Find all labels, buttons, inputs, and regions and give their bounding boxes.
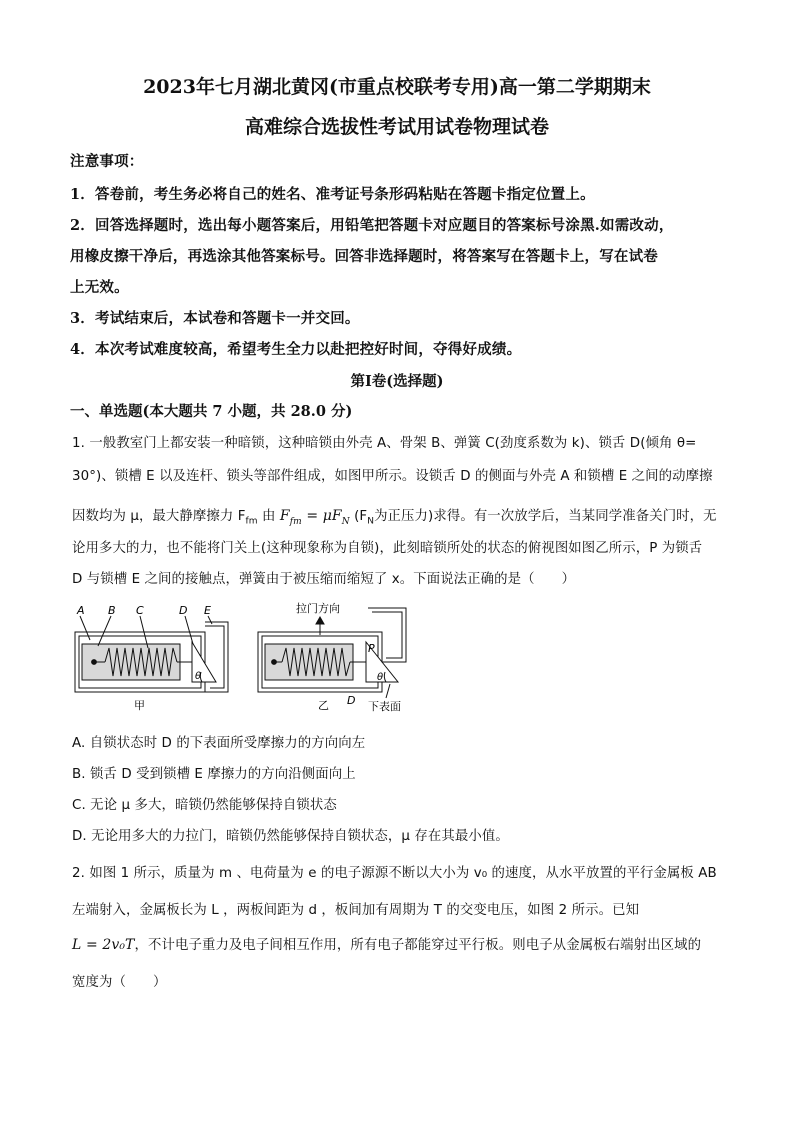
q2-line3 xyxy=(72,934,701,953)
caption-yi: 乙 xyxy=(318,699,329,712)
leader-lower-surface xyxy=(386,684,390,698)
section-title: 一、单选题(本大题共 7 小题，共 28.0 分) xyxy=(70,403,353,420)
figure-jia xyxy=(75,616,228,692)
q1-line2: 30°)、锁槽 E 以及连杆、锁头等部件组成，如图甲所示。设锁舌 D 的侧面与外壳 A 和锁槽 E 之间的动摩擦 xyxy=(72,469,713,484)
notice-item-4: 4．本次考试难度较高，希望考生全力以赴把控好时间，夺得好成绩。 xyxy=(70,341,522,358)
page-title-line2: 高难综合选拔性考试用试卷物理试卷 xyxy=(244,116,549,138)
formula-sub-fm: fm xyxy=(289,516,302,527)
q1-line1: 1. 一般教室门上都安装一种暗锁，这种暗锁由外壳 A、骨架 B、弹簧 C(劲度系数为 k)、锁舌 D(倾角 θ= xyxy=(72,436,697,451)
pull-arrow-head xyxy=(316,617,324,624)
figure-yi xyxy=(258,608,406,698)
q1-option-b: B. 锁舌 D 受到锁槽 E 摩擦力的方向沿侧面向上 xyxy=(72,767,356,782)
notice-item-2c: 上无效。 xyxy=(70,279,129,296)
q2-line4: 宽度为（ ） xyxy=(72,975,167,990)
label-e: E xyxy=(204,604,211,617)
q1-option-a: A. 自锁状态时 D 的下表面所受摩擦力的方向向左 xyxy=(72,736,366,751)
friction-formula xyxy=(279,508,350,527)
leader-d xyxy=(185,616,193,644)
part-title: 第Ⅰ卷(选择题) xyxy=(350,373,444,390)
notice-item-1: 1．答卷前，考生务必将自己的姓名、准考证号条形码粘贴在答题卡指定位置上。 xyxy=(70,186,595,203)
door-direction-label: 拉门方向 xyxy=(296,602,340,615)
notice-item-2a: 2．回答选择题时，选出每小题答案后，用铅笔把答题卡对应题目的答案标号涂黑.如需改动， xyxy=(70,217,674,234)
q2-formula: L = 2v₀T xyxy=(72,937,135,953)
label-d: D xyxy=(179,604,188,617)
q1-line3 xyxy=(72,505,717,527)
notice-item-2b: 用橡皮擦干净后，再选涂其他答案标号。回答非选择题时，将答案写在答题卡上，写在试卷 xyxy=(70,248,658,265)
label-a: A xyxy=(77,604,85,617)
theta-label-jia: θ xyxy=(195,671,202,682)
label-c: C xyxy=(136,604,144,617)
q1-line3-sub: fm xyxy=(245,516,258,527)
lower-surface-label: 下表面 xyxy=(368,700,401,713)
leader-e xyxy=(208,616,212,624)
q1-line4: 论用多大的力，也不能将门关上(这种现象称为自锁)，此刻暗锁所处的状态的俯视图如图乙所示，P 为锁舌 xyxy=(72,541,703,556)
formula-sub-n: N xyxy=(341,516,350,527)
leader-b xyxy=(98,616,111,646)
q2-line1: 2. 如图 1 所示，质量为 m 、电荷量为 e 的电子源源不断以大小为 v₀ 的速度，从水平放置的平行金属板 AB xyxy=(72,866,717,881)
lock-figure xyxy=(68,600,428,720)
q1-line3-d: 为正压力)求得。有一次放学后，当某同学准备关门时，无 xyxy=(374,509,717,524)
q1-option-d: D. 无论用多大的力拉门，暗锁仍然能够保持自锁状态，μ 存在其最小值。 xyxy=(72,829,509,844)
label-b: B xyxy=(108,604,116,617)
q1-line3-csub: N xyxy=(367,516,375,527)
formula-f: F xyxy=(279,508,290,524)
theta-label-yi: θ xyxy=(377,672,384,683)
q1-option-c: C. 无论 μ 多大，暗锁仍然能够保持自锁状态 xyxy=(72,798,337,813)
notice-heading: 注意事项： xyxy=(70,153,144,170)
q1-line5: D 与锁槽 E 之间的接触点，弹簧由于被压缩而缩短了 x。下面说法正确的是（ ） xyxy=(72,572,576,587)
q2-line2: 左端射入，金属板长为 L ，两板间距为 d ，板间加有周期为 T 的交变电压，如图 2 所示。已知 xyxy=(72,903,640,918)
caption-jia: 甲 xyxy=(134,699,145,712)
q1-line3-b: 由 xyxy=(257,509,280,524)
notice-item-3: 3．考试结束后，本试卷和答题卡一并交回。 xyxy=(70,310,360,327)
label-p: P xyxy=(368,642,375,655)
q1-line3-a: 因数均为 μ，最大静摩擦力 F xyxy=(72,509,246,524)
groove-e-yi-inner xyxy=(372,612,402,658)
label-d-yi: D xyxy=(347,694,356,707)
q2-line3-text: ，不计电子重力及电子间相互作用，所有电子都能穿过平行板。则电子从金属板右端射出区域的 xyxy=(134,938,702,953)
page-title-line1: 2023年七月湖北黄冈(市重点校联考专用)高一第二学期期末 xyxy=(143,76,651,98)
q1-line3-c: (F xyxy=(349,509,368,524)
formula-eq: = μF xyxy=(301,508,342,524)
